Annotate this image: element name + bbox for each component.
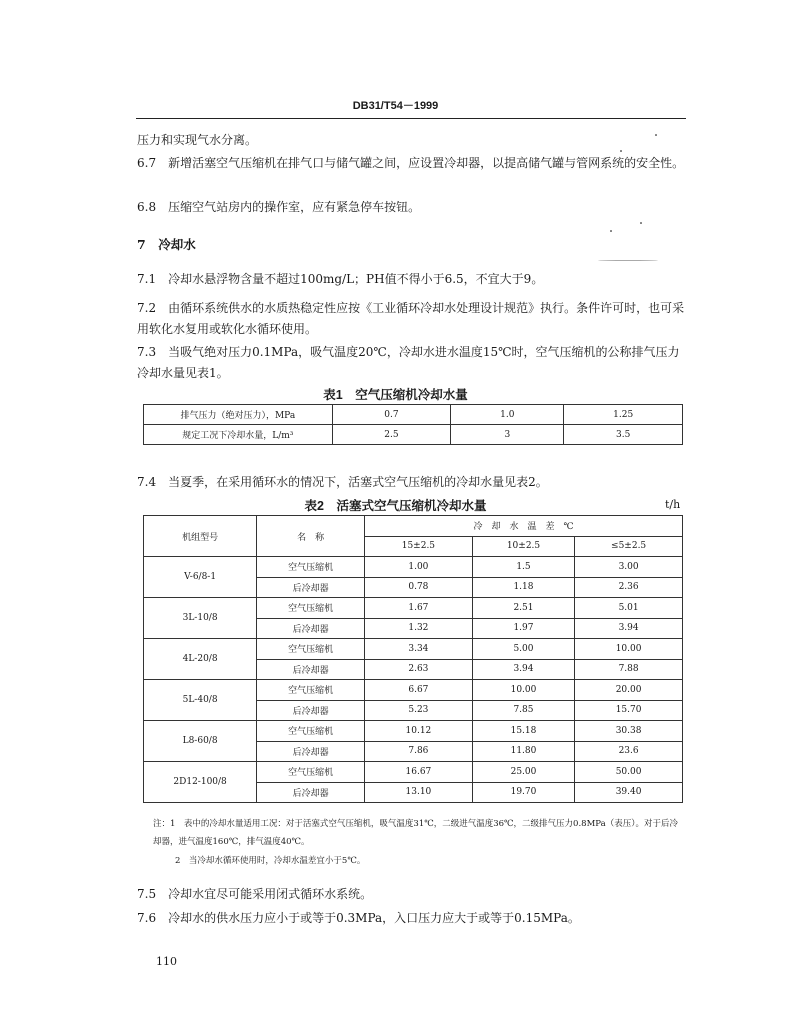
value-cell: 5.23 (364, 700, 472, 721)
table-cell: 规定工况下冷却水量，L/m³ (144, 425, 333, 445)
value-cell: 7.88 (575, 659, 683, 680)
value-cell: 1.5 (472, 557, 574, 578)
model-cell: 4L-20/8 (144, 639, 257, 680)
value-cell: 2.51 (472, 598, 574, 619)
name-cell: 后冷却器 (257, 618, 365, 639)
name-cell: 后冷却器 (257, 659, 365, 680)
table2-caption: 表2 活塞式空气压缩机冷却水量 (304, 499, 487, 513)
value-cell: 19.70 (472, 782, 574, 803)
value-cell: 1.32 (364, 618, 472, 639)
value-cell: 30.38 (575, 721, 683, 742)
value-cell: 10.12 (364, 721, 472, 742)
value-cell: 15.70 (575, 700, 683, 721)
table-cell: 0.7 (332, 405, 451, 425)
table-row (144, 557, 683, 578)
paragraph-7-3: 7.3 当吸气绝对压力0.1MPa，吸气温度20℃，冷却水进水温度15℃时，空气压缩机的公称排气压力冷却水量见表1。 (137, 345, 680, 380)
value-cell: 3.94 (472, 659, 574, 680)
table-cell: 排气压力（绝对压力），MPa (144, 405, 333, 425)
value-cell: 2.36 (575, 577, 683, 598)
model-cell: 3L-10/8 (144, 598, 257, 639)
scan-speck (655, 134, 657, 136)
value-cell: 1.67 (364, 598, 472, 619)
value-cell: 7.85 (472, 700, 574, 721)
table2 (143, 515, 683, 803)
header-temp-diff: 冷 却 水 温 差 ℃ (364, 516, 682, 537)
header-rule (136, 118, 686, 119)
table-cell: 1.0 (451, 405, 564, 425)
table-row (144, 598, 683, 619)
value-cell: 3.00 (575, 557, 683, 578)
paragraph-6-7: 6.7 新增活塞空气压缩机在排气口与储气罐之间，应设置冷却器，以提高储气罐与管网系统的安全性。 (137, 156, 685, 170)
value-cell: 1.97 (472, 618, 574, 639)
table-row (144, 405, 683, 425)
table-cell: 3.5 (564, 425, 683, 445)
table2-unit: t/h (665, 498, 681, 511)
value-cell: 5.00 (472, 639, 574, 660)
value-cell: 10.00 (575, 639, 683, 660)
value-cell: 2.63 (364, 659, 472, 680)
value-cell: 10.00 (472, 680, 574, 701)
header-temp: ≤5±2.5 (575, 536, 683, 557)
model-cell: 2D12-100/8 (144, 762, 257, 803)
value-cell: 5.01 (575, 598, 683, 619)
scan-speck (598, 260, 658, 261)
value-cell: 50.00 (575, 762, 683, 783)
paragraph-7-1: 7.1 冷却水悬浮物含量不超过100mg/L；PH值不得小于6.5，不宜大于9。 (137, 272, 544, 286)
name-cell: 后冷却器 (257, 577, 365, 598)
name-cell: 后冷却器 (257, 700, 365, 721)
name-cell: 空气压缩机 (257, 639, 365, 660)
table2-note-1: 注：1 表中的冷却水量适用工况：对于活塞式空气压缩机，吸气温度31℃，二级进气温度36℃，二级排气压力0.8MPa（表压）。对于后冷却器，进气温度160℃，排气温度40℃。 (153, 819, 678, 847)
page-number: 110 (156, 955, 177, 968)
table-row (144, 721, 683, 742)
paragraph: 压力和实现气水分离。 (137, 133, 258, 147)
paragraph-7-2: 7.2 由循环系统供水的水质热稳定性应按《工业循环冷却水处理设计规范》执行。条件许可时，也可采用软化水复用或软化水循环使用。 (137, 301, 685, 336)
value-cell: 13.10 (364, 782, 472, 803)
value-cell: 11.80 (472, 741, 574, 762)
header-name: 名 称 (257, 516, 365, 557)
value-cell: 16.67 (364, 762, 472, 783)
table-header-row (144, 516, 683, 537)
name-cell: 空气压缩机 (257, 557, 365, 578)
value-cell: 1.18 (472, 577, 574, 598)
value-cell: 0.78 (364, 577, 472, 598)
paragraph-6-8: 6.8 压缩空气站房内的操作室，应有紧急停车按钮。 (137, 200, 421, 214)
model-cell: V-6/8-1 (144, 557, 257, 598)
value-cell: 3.34 (364, 639, 472, 660)
section-heading: 7 冷却水 (137, 237, 196, 252)
scan-speck (640, 222, 642, 224)
paragraph-7-4: 7.4 当夏季，在采用循环水的情况下，活塞式空气压缩机的冷却水量见表2。 (137, 475, 548, 489)
page-header: DB31/T54－1999 (352, 100, 439, 112)
name-cell: 后冷却器 (257, 741, 365, 762)
model-cell: 5L-40/8 (144, 680, 257, 721)
table-cell: 1.25 (564, 405, 683, 425)
name-cell: 空气压缩机 (257, 721, 365, 742)
value-cell: 25.00 (472, 762, 574, 783)
value-cell: 3.94 (575, 618, 683, 639)
table1-caption: 表1 空气压缩机冷却水量 (323, 388, 468, 402)
value-cell: 7.86 (364, 741, 472, 762)
table-cell: 3 (451, 425, 564, 445)
value-cell: 1.00 (364, 557, 472, 578)
scan-speck (610, 230, 612, 232)
model-cell: L8-60/8 (144, 721, 257, 762)
paragraph-7-6: 7.6 冷却水的供水压力应小于或等于0.3MPa，入口压力应大于或等于0.15MPa。 (137, 911, 580, 925)
paragraph-7-5: 7.5 冷却水宜尽可能采用闭式循环水系统。 (137, 887, 373, 901)
table-row (144, 680, 683, 701)
value-cell: 20.00 (575, 680, 683, 701)
value-cell: 39.40 (575, 782, 683, 803)
header-temp: 15±2.5 (364, 536, 472, 557)
value-cell: 6.67 (364, 680, 472, 701)
header-temp: 10±2.5 (472, 536, 574, 557)
table-row (144, 639, 683, 660)
name-cell: 空气压缩机 (257, 762, 365, 783)
value-cell: 15.18 (472, 721, 574, 742)
name-cell: 后冷却器 (257, 782, 365, 803)
table2-note-2: 2 当冷却水循环使用时，冷却水温差宜小于5℃。 (175, 856, 366, 866)
table-cell: 2.5 (332, 425, 451, 445)
value-cell: 23.6 (575, 741, 683, 762)
table-row (144, 425, 683, 445)
scan-speck (620, 150, 622, 152)
header-model: 机组型号 (144, 516, 257, 557)
name-cell: 空气压缩机 (257, 598, 365, 619)
name-cell: 空气压缩机 (257, 680, 365, 701)
table-row (144, 762, 683, 783)
table1 (143, 404, 683, 445)
